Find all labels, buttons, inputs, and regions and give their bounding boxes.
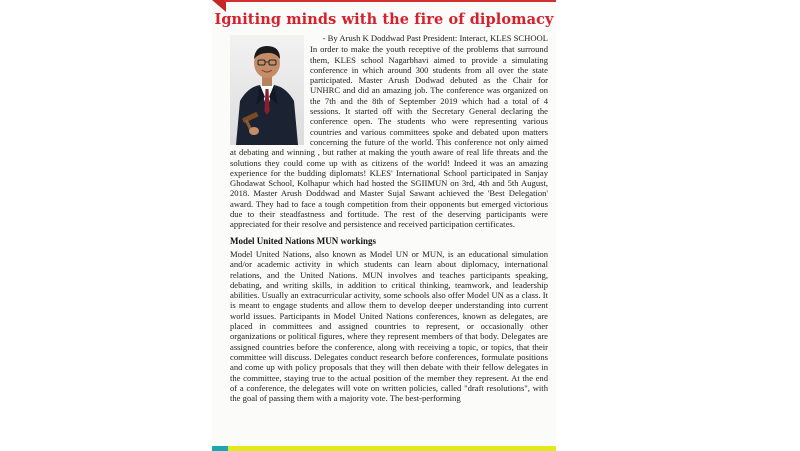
newsletter-page (212, 0, 556, 451)
footer-teal-block (212, 446, 228, 451)
section-subheading: Model United Nations MUN workings (230, 235, 377, 246)
article-body (230, 33, 548, 403)
article-paragraph-2: Model United Nations, also known as Model UN or MUN, is an educational simulation and/or academic activity in which students can learn about diplomacy, international relations, and the United Nations. MUN involves and teaches participants speaking, debating, and writing skills, in addition to critical thinking, teamwork, and leadership abilities. Usually an extracurricular activity, some schools also offer Model UN as a class. It is meant to engage students and allow them to develop deeper understanding into current world issues. Participants in Model United Nations conferences, known as delegates, are placed in committees and assigned countries to represent, or occasionally other organizations or political figures, where they represent members of that body. Delegates are assigned countries before the conference, along with receiving a topic, or topics, that their committee will discuss. Delegates conduct research before conferences, formulate positions and come up with policy proposals that they will then debate with their fellow delegates in the committee, staying true to the actual position of the member they represent. At the end of a conference, the delegates will vote on written policies, called "draft resolutions", with the goal of passing them with a majority vote. The best-performing (230, 248, 548, 404)
top-rule (224, 0, 556, 2)
author-portrait-image (230, 35, 304, 145)
article-paragraph-1: In order to make the youth receptive of the problems that surround them, KLES school Nagarbhavi aimed to provide a simulating conference in which around 300 students from all over the state participated. Master Arush Dodwad debuted as the Chair for UNHRC and did an amazing job. The conference was organized on the 7th and the 8th of September 2019 which had a total of 4 sessions. It started off with the Secretary General declaring the conference open. The students who were representing various countries and various committees spoke and debated upon matters concerning the future of the world. This conference not only aimed at debating and winning , but rather at making the youth aware of real life threats and the solutions they could come up with as citizens of the world! Indeed it was an amazing experience for the budding diplomats! KLES' International School participated in Sanjay Ghodawat School, Kolhapur which had hosted the SGIIMUN on 3rd, 4th and 5th August, 2018. Master Arush Doddwad and Master Sujal Sawant achieved the 'Best Delegation' award. They had to face a tough competition from their opponents but emerged victorious due to their steadfastness and fortitude. The rest of the deserving participants were appreciated for their resolve and persistence and received participation certificates. (230, 44, 548, 230)
footer-color-bar (212, 446, 556, 451)
article-title: Igniting minds with the fire of diplomacy (214, 11, 554, 28)
article-byline: - By Arush K Doddwad Past President: Interact, KLES SCHOOL (322, 33, 548, 43)
author-photo (230, 35, 304, 145)
